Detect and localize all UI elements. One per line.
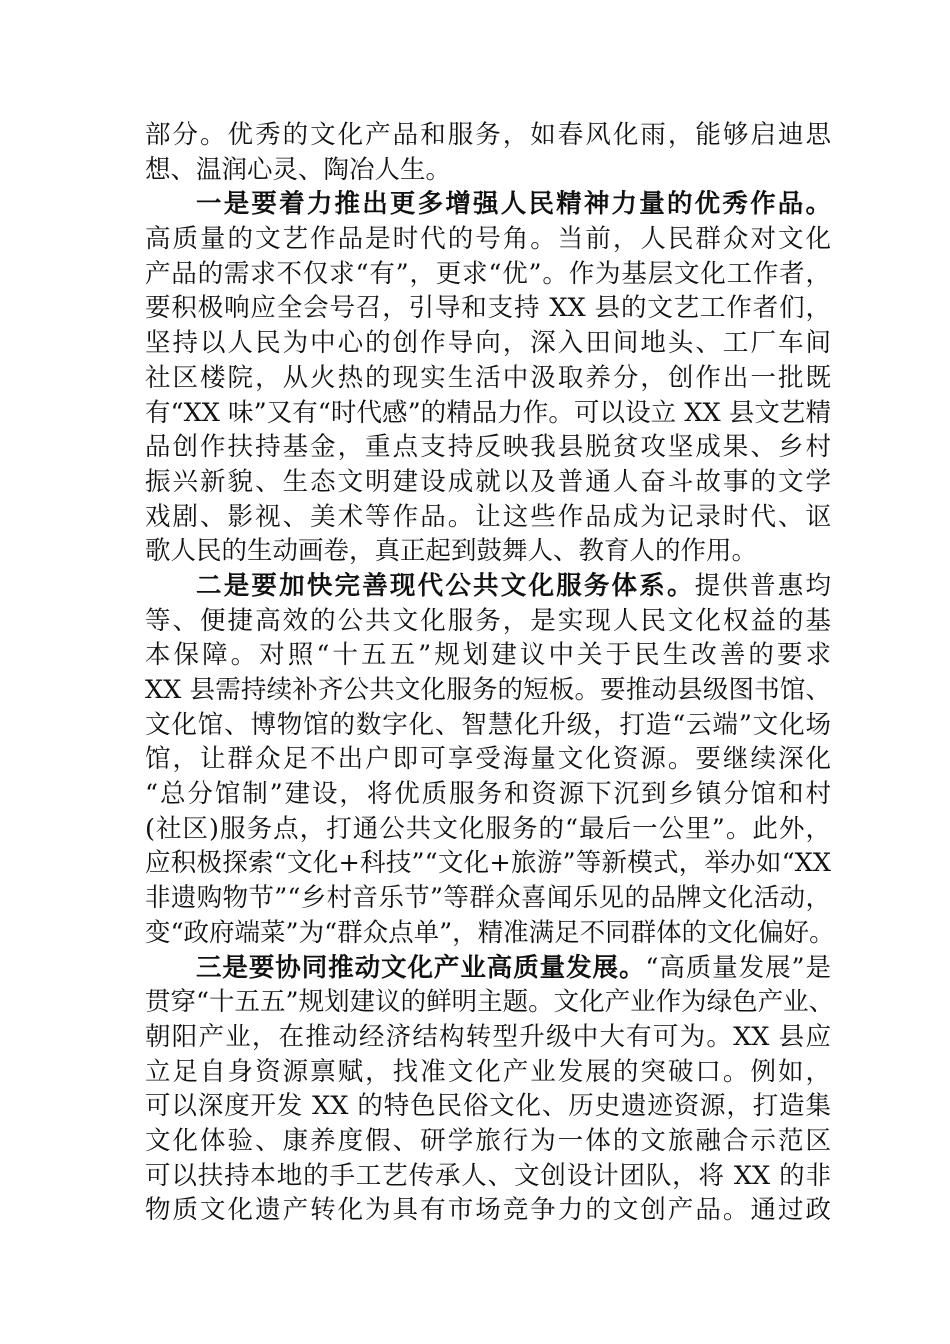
line-text: 本保障。对照“十五五”规划建议中关于民生改善的要求: [145, 640, 831, 671]
line-text: 立足自身资源禀赋，找准文化产业发展的突破口。例如，: [145, 1056, 831, 1087]
line-text: 品创作扶持基金，重点支持反映我县脱贫攻坚成果、乡村: [145, 432, 831, 463]
section-heading-line: [145, 187, 831, 222]
line-text: 产品的需求不仅求“有”，更求“优”。作为基层文化工作者，: [145, 258, 831, 289]
text-line: [145, 326, 831, 361]
line-text: 非遗购物节”“乡村音乐节”等群众喜闻乐见的品牌文化活动，: [145, 883, 831, 914]
line-text: “高质量发展”是: [645, 952, 831, 983]
line-text: 歌人民的生动画卷，真正起到鼓舞人、教育人的作用。: [145, 536, 758, 567]
line-text: XX 县需持续补齐公共文化服务的短板。要推动县级图书馆、: [145, 675, 831, 705]
line-text: 朝阳产业，在推动经济结构转型升级中大有可为。XX 县应: [145, 1021, 831, 1052]
line-text: 有“XX 味”又有“时代感”的精品力作。可以设立 XX 县文艺精: [145, 397, 831, 428]
line-text: 坚持以人民为中心的创作导向，深入田间地头、工厂车间: [145, 328, 831, 359]
line-text: 贯穿“十五五”规划建议的鲜明主题。文化产业作为绿色产业、: [145, 987, 835, 1018]
text-line: [145, 673, 831, 708]
text-line: [145, 222, 831, 257]
line-text: 应积极探索“文化+科技”“文化+旅游”等新模式，举办如“XX: [145, 848, 831, 879]
line-text: 馆，让群众足不出户即可享受海量文化资源。要继续深化: [145, 744, 831, 775]
line-text: 可以深度开发 XX 的特色民俗文化、历史遗迹资源，打造集: [145, 1091, 831, 1122]
line-text: 提供普惠均: [694, 570, 831, 601]
text-line: [145, 1124, 831, 1159]
line-text: 可以扶持本地的手工艺传承人、文创设计团队，将 XX 的非: [145, 1160, 831, 1191]
text-line: [145, 361, 831, 396]
text-line: [145, 708, 831, 743]
line-text: 要积极响应全会号召，引导和支持 XX 县的文艺工作者们，: [145, 293, 831, 324]
line-text: 部分。优秀的文化产品和服务，如春风化雨，能够启迪思: [145, 120, 831, 150]
text-line: [145, 465, 831, 500]
text-line: [145, 1193, 831, 1228]
line-text: 高质量的文艺作品是时代的号角。当前，人民群众对文化: [145, 224, 831, 255]
text-line: [145, 1159, 831, 1194]
text-line: [145, 1089, 831, 1124]
text-line: [145, 291, 831, 326]
text-line: [145, 118, 831, 153]
line-text: 振兴新貌、生态文明建设成就以及普通人奋斗故事的文学: [145, 466, 831, 497]
section-heading: 二是要加快完善现代公共文化服务体系。: [196, 570, 695, 601]
text-line: [145, 812, 831, 847]
text-line: [145, 1055, 831, 1090]
line-text: 社区楼院，从火热的现实生活中汲取养分，创作出一批既: [145, 362, 831, 393]
text-line: [145, 1020, 831, 1055]
text-line: [145, 153, 831, 188]
text-line: [145, 777, 831, 812]
line-text: 想、温润心灵、陶冶人生。: [145, 154, 452, 185]
section-heading-line: [145, 951, 831, 986]
line-text: “总分馆制”建设，将优质服务和资源下沉到乡镇分馆和村: [145, 779, 831, 810]
text-line: [145, 742, 831, 777]
line-text: (社区)服务点，打通公共文化服务的“最后一公里”。此外，: [145, 813, 831, 844]
line-text: 文化馆、博物馆的数字化、智慧化升级，打造“云端”文化场: [145, 709, 831, 740]
document-body: [145, 118, 835, 1228]
text-line: [145, 846, 831, 881]
line-text: 戏剧、影视、美术等作品。让这些作品成为记录时代、讴: [145, 501, 831, 532]
text-line: [145, 534, 831, 569]
text-line: [145, 430, 831, 465]
text-line: [145, 396, 831, 431]
text-line: [145, 881, 831, 916]
text-line: [145, 638, 831, 673]
section-heading-line: [145, 569, 831, 604]
text-line: [145, 604, 831, 639]
text-line: [145, 257, 831, 292]
text-line: [145, 985, 835, 1020]
line-text: 物质文化遗产转化为具有市场竞争力的文创产品。通过政: [145, 1195, 831, 1226]
text-line: [145, 916, 835, 951]
line-text: 等、便捷高效的公共文化服务，是实现人民文化权益的基: [145, 605, 831, 636]
section-heading: 三是要协同推动文化产业高质量发展。: [196, 952, 646, 983]
section-heading: 一是要着力推出更多增强人民精神力量的优秀作品。: [196, 189, 831, 220]
line-text: 文化体验、康养度假、研学旅行为一体的文旅融合示范区: [145, 1125, 831, 1156]
line-text: 变“政府端菜”为“群众点单”，精准满足不同群体的文化偏好。: [145, 917, 835, 948]
text-line: [145, 500, 831, 535]
